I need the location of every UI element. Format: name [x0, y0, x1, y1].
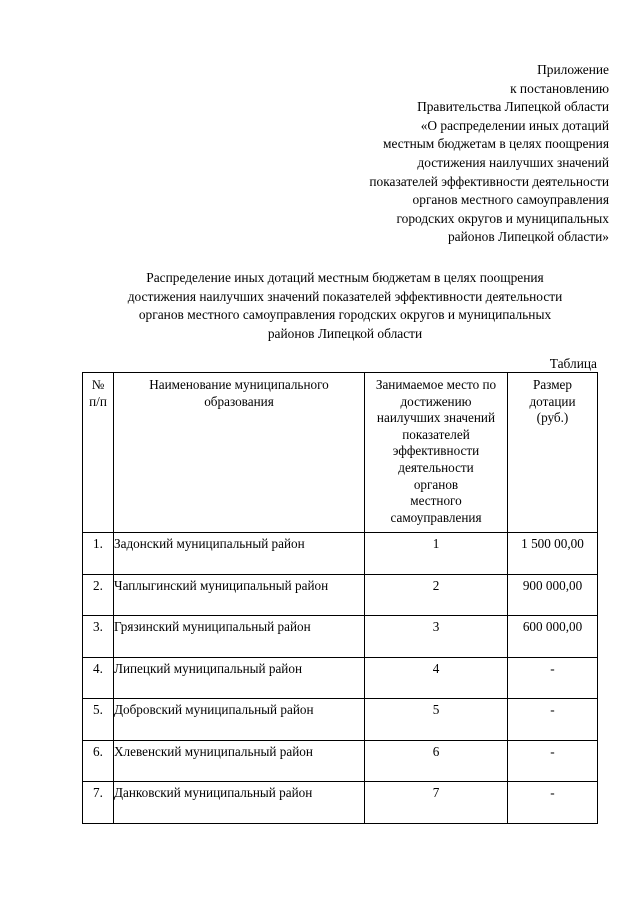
header-place-line: Занимаемое место по — [375, 377, 497, 392]
appendix-block — [309, 61, 609, 247]
header-place-line: эффективности — [392, 443, 480, 459]
header-place-line: органов — [413, 476, 459, 492]
row-municipality: Задонский муниципальный район — [114, 533, 365, 575]
title-line: Распределение иных дотаций местным бюджетам в целях поощрения — [146, 270, 544, 285]
row-place: 3 — [365, 616, 508, 658]
row-number: 5. — [83, 699, 114, 741]
appendix-line: к постановлению — [510, 80, 609, 96]
row-place: 6 — [365, 740, 508, 782]
appendix-line: районов Липецкой области» — [447, 229, 609, 245]
header-number-line: п/п — [89, 393, 107, 409]
table-row — [83, 657, 598, 699]
row-municipality: Данковский муниципальный район — [114, 782, 365, 824]
header-municipality — [114, 373, 365, 533]
header-number-line: № — [91, 377, 105, 392]
table-row — [83, 574, 598, 616]
header-municipality-line: образования — [204, 393, 274, 409]
appendix-line: достижения наилучших значений — [417, 154, 609, 170]
row-amount: 1 500 00,00 — [508, 533, 598, 575]
header-amount — [508, 373, 598, 533]
row-place: 1 — [365, 533, 508, 575]
title-line: достижения наилучших значений показателей эффективности деятельности — [127, 288, 563, 304]
row-amount: - — [508, 740, 598, 782]
header-place-line: наилучших значений — [376, 410, 496, 426]
row-number: 6. — [83, 740, 114, 782]
header-amount-line: (руб.) — [536, 410, 569, 426]
row-amount: - — [508, 699, 598, 741]
appendix-line: городских округов и муниципальных — [396, 210, 609, 226]
table-header-row — [83, 373, 598, 533]
row-place: 2 — [365, 574, 508, 616]
header-municipality-line: Наименование муниципального — [149, 377, 329, 392]
table-row — [83, 740, 598, 782]
header-number — [83, 373, 114, 533]
row-place: 5 — [365, 699, 508, 741]
appendix-line: показателей эффективности деятельности — [369, 173, 609, 189]
row-amount: - — [508, 782, 598, 824]
appendix-line: «О распределении иных дотаций — [420, 117, 609, 133]
header-amount-line: дотации — [529, 393, 576, 409]
row-municipality: Добровский муниципальный район — [114, 699, 365, 741]
header-place — [365, 373, 508, 533]
header-place-line: достижению — [400, 393, 472, 409]
table-row — [83, 616, 598, 658]
appendix-line: Правительства Липецкой области — [417, 99, 609, 115]
header-amount-line: Размер — [532, 377, 572, 392]
table-caption: Таблица — [549, 356, 597, 371]
row-amount: 900 000,00 — [508, 574, 598, 616]
row-number: 7. — [83, 782, 114, 824]
row-municipality: Грязинский муниципальный район — [114, 616, 365, 658]
header-place-line: местного — [410, 493, 462, 509]
row-number: 2. — [83, 574, 114, 616]
title-line: районов Липецкой области — [267, 325, 423, 341]
header-place-line: показателей — [402, 426, 470, 442]
row-number: 3. — [83, 616, 114, 658]
row-municipality: Хлевенский муниципальный район — [114, 740, 365, 782]
appendix-line: местным бюджетам в целях поощрения — [383, 136, 609, 152]
grants-table — [82, 372, 598, 824]
row-municipality: Чаплыгинский муниципальный район — [114, 574, 365, 616]
document-title — [70, 269, 620, 343]
appendix-line: органов местного самоуправления — [412, 192, 609, 208]
row-municipality: Липецкий муниципальный район — [114, 657, 365, 699]
row-place: 7 — [365, 782, 508, 824]
row-place: 4 — [365, 657, 508, 699]
header-place-line: деятельности — [398, 459, 474, 475]
table-row — [83, 533, 598, 575]
table-row — [83, 782, 598, 824]
header-place-line: самоуправления — [390, 509, 482, 525]
row-number: 1. — [83, 533, 114, 575]
row-number: 4. — [83, 657, 114, 699]
appendix-line: Приложение — [537, 62, 609, 77]
table-row — [83, 699, 598, 741]
title-line: органов местного самоуправления городских округов и муниципальных — [138, 307, 552, 323]
row-amount: 600 000,00 — [508, 616, 598, 658]
row-amount: - — [508, 657, 598, 699]
